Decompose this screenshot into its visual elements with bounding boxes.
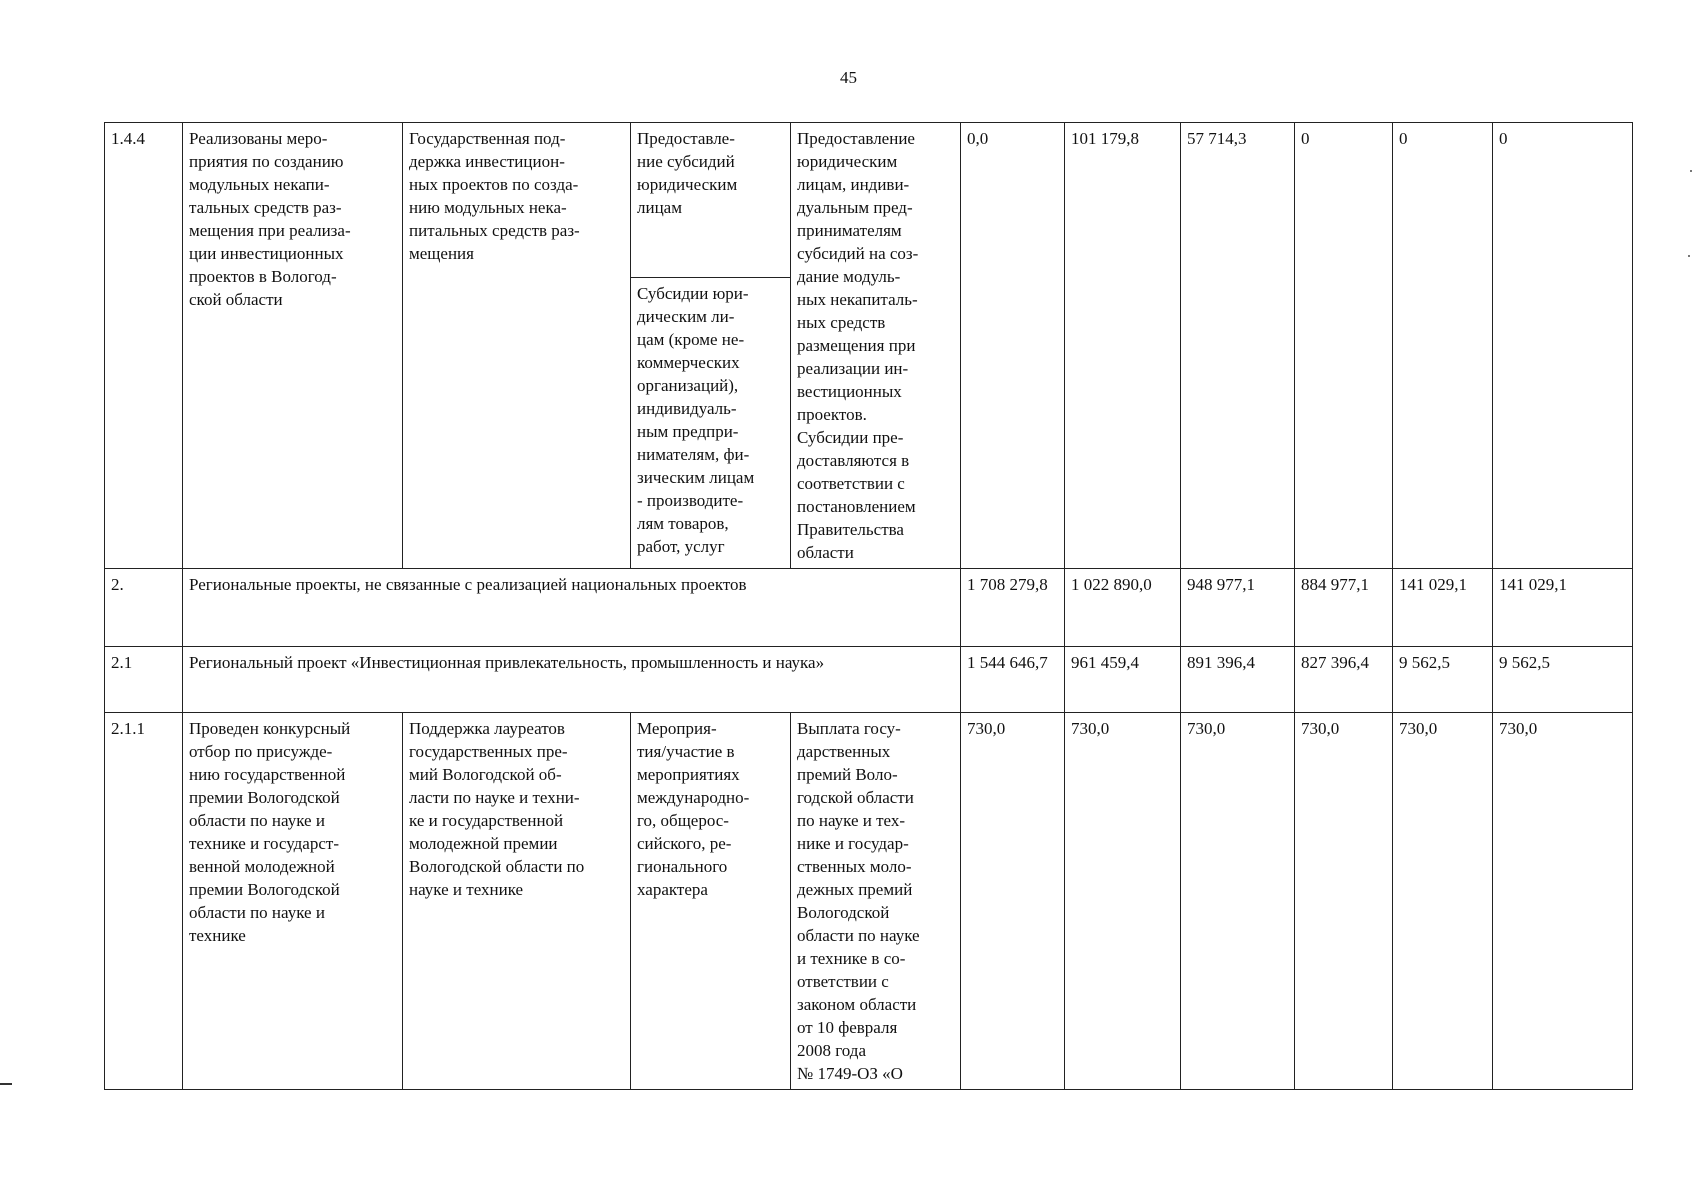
- description-cell: Предоставление юридическим лицам, индиви- дуальным пред- принимателям субсидий на соз- дание модуль- ных некапиталь- ных средств размещения при реализации ин- вестиционных проектов. Субсидии пре- доставляются в соответствии с постановлением Правительства области: [791, 123, 961, 569]
- value-cell: 730,0: [1295, 713, 1393, 1090]
- value-cell: 101 179,8: [1065, 123, 1181, 569]
- section-title: Региональный проект «Инвестиционная привлекательность, промышленность и наука»: [183, 647, 961, 713]
- scan-edge-mark: [0, 1083, 12, 1085]
- table-row: [105, 713, 1633, 1090]
- value-cell: 141 029,1: [1393, 569, 1493, 647]
- value-cell: 0: [1295, 123, 1393, 569]
- row-code: 2.1: [105, 647, 183, 713]
- event-cell: Поддержка лауреатов государственных пре- мий Вологодской об- ласти по науке и техни- ке и государственной молодежной премии Вологодской области по науке и технике: [403, 713, 631, 1090]
- description-cell: Выплата госу- дарственных премий Воло- годской области по науке и тех- нике и государ- ственных моло- дежных премий Вологодской области по науке и технике в со- ответствии с законом области от 10 февраля 2008 года № 1749-ОЗ «О: [791, 713, 961, 1090]
- table-row: [105, 647, 1633, 713]
- row-code: 1.4.4: [105, 123, 183, 569]
- event-type-cell: Субсидии юри- дическим ли- цам (кроме не- коммерческих организаций), индивидуаль- ным предпри- нимателям, фи- зическим лицам - производите- лям товаров, работ, услуг: [631, 278, 791, 569]
- value-cell: 730,0: [961, 713, 1065, 1090]
- event-cell: Государственная под- держка инвестицион- ных проектов по созда- нию модульных нека- питальных средств раз- мещения: [403, 123, 631, 569]
- value-cell: 0: [1393, 123, 1493, 569]
- value-cell: 948 977,1: [1181, 569, 1295, 647]
- event-type-cell: Мероприя- тия/участие в мероприятиях международно- го, общерос- сийского, ре- гионального характера: [631, 713, 791, 1090]
- event-type-cell: Предоставле- ние субсидий юридическим лицам: [631, 123, 791, 278]
- value-cell: 730,0: [1393, 713, 1493, 1090]
- value-cell: 961 459,4: [1065, 647, 1181, 713]
- value-cell: 891 396,4: [1181, 647, 1295, 713]
- row-code: 2.: [105, 569, 183, 647]
- value-cell: 9 562,5: [1493, 647, 1633, 713]
- value-cell: 1 544 646,7: [961, 647, 1065, 713]
- value-cell: 1 708 279,8: [961, 569, 1065, 647]
- value-cell: 9 562,5: [1393, 647, 1493, 713]
- value-cell: 827 396,4: [1295, 647, 1393, 713]
- page-number: 45: [840, 68, 857, 87]
- value-cell: 730,0: [1493, 713, 1633, 1090]
- program-table: [104, 122, 1633, 1090]
- value-cell: 730,0: [1065, 713, 1181, 1090]
- result-cell: Реализованы меро- приятия по созданию модульных некапи- тальных средств раз- мещения при реализа- ции инвестиционных проектов в Вологод- ской области: [183, 123, 403, 569]
- scan-speck: [1690, 170, 1692, 172]
- table-row: [105, 123, 1633, 278]
- value-cell: 0: [1493, 123, 1633, 569]
- section-title: Региональные проекты, не связанные с реализацией национальных проектов: [183, 569, 961, 647]
- row-code: 2.1.1: [105, 713, 183, 1090]
- scan-speck: [1688, 255, 1690, 257]
- result-cell: Проведен конкурсный отбор по присужде- нию государственной премии Вологодской области по науке и технике и государст- венной молодежной премии Вологодской области по науке и технике: [183, 713, 403, 1090]
- value-cell: 884 977,1: [1295, 569, 1393, 647]
- value-cell: 141 029,1: [1493, 569, 1633, 647]
- value-cell: 1 022 890,0: [1065, 569, 1181, 647]
- value-cell: 57 714,3: [1181, 123, 1295, 569]
- table-row: [105, 569, 1633, 647]
- value-cell: 730,0: [1181, 713, 1295, 1090]
- value-cell: 0,0: [961, 123, 1065, 569]
